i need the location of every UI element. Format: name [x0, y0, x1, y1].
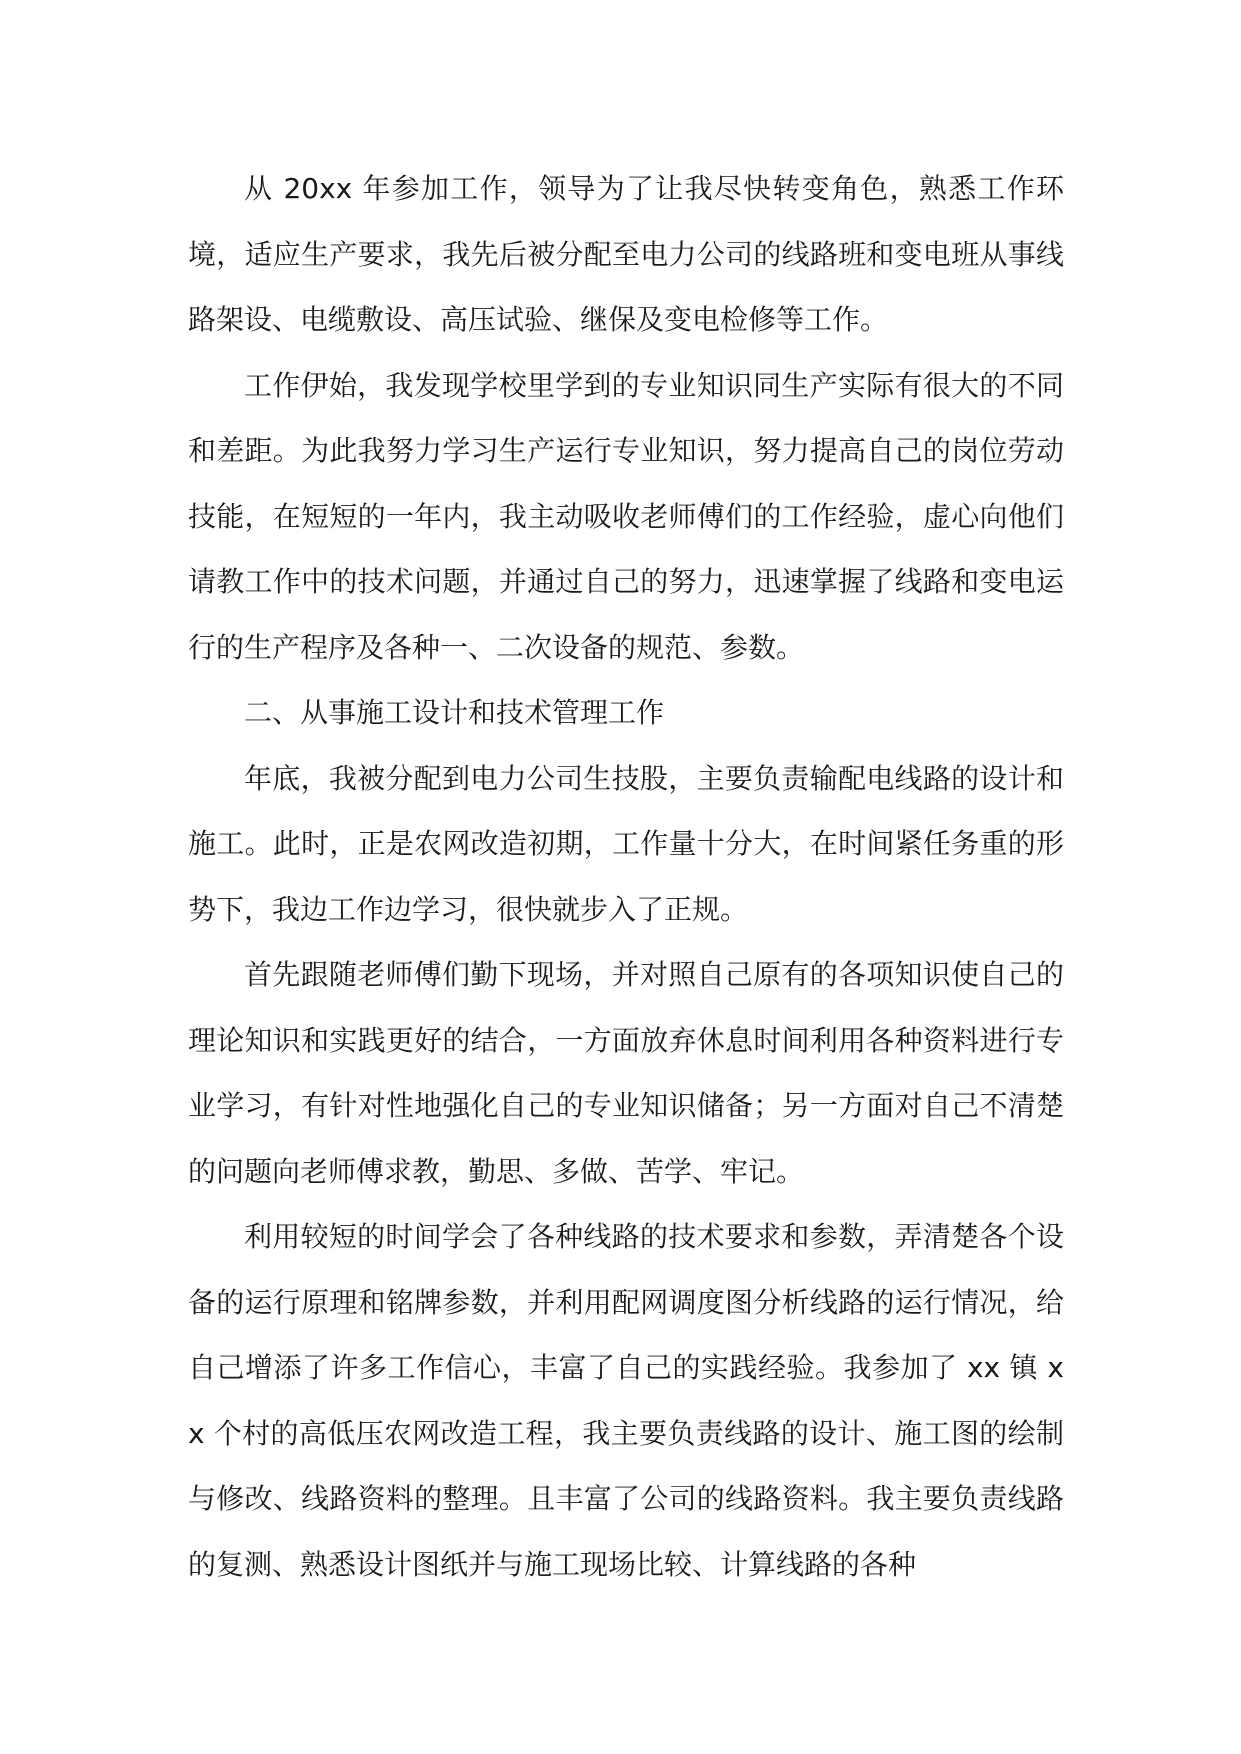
paragraph-work-start: 从 20xx 年参加工作，领导为了让我尽快转变角色，熟悉工作环境，适应生产要求，我先后被分配至电力公司的线路班和变电班从事线路架设、电缆敷设、高压试验、继保及变电检修等工作。 — [188, 172, 1064, 336]
paragraph-year-end: 年底，我被分配到电力公司生技股，主要负责输配电线路的设计和施工。此时，正是农网改造初期，工作量十分大，在时间紧任务重的形势下，我边工作边学习，很快就步入了正规。 — [188, 761, 1064, 926]
paragraph-technical-requirements: 利用较短的时间学会了各种线路的技术要求和参数，弄清楚各个设备的运行原理和铭牌参数，并利用配网调度图分析线路的运行情况，给自己增添了许多工作信心，丰富了自己的实践经验。我参加了 xx 镇 xx 个村的高低压农网改造工程，我主要负责线路的设计、施工图的绘制与修改、线路资料的整理。且丰富了公司的线路资料。我主要负责线路的复测、熟悉设计图纸并与施工现场比较、计算线路的各种 — [188, 1220, 1064, 1581]
paragraph-field-practice: 首先跟随老师傅们勤下现场，并对照自己原有的各项知识使自己的理论知识和实践更好的结合，一方面放弃休息时间利用各种资料进行专业学习，有针对性地强化自己的专业知识储备；另一方面对自己不清楚的问题向老师傅求教，勤思、多做、苦学、牢记。 — [188, 958, 1064, 1188]
document-body — [188, 156, 1064, 1597]
paragraph-learning: 工作伊始，我发现学校里学到的专业知识同生产实际有很大的不同和差距。为此我努力学习生产运行专业知识，努力提高自己的岗位劳动技能，在短短的一年内，我主动吸收老师傅们的工作经验，虚心向他们请教工作中的技术问题，并通过自己的努力，迅速掌握了线路和变电运行的生产程序及各种一、二次设备的规范、参数。 — [188, 368, 1064, 664]
section-heading-construction-design: 二、从事施工设计和技术管理工作 — [244, 696, 665, 729]
